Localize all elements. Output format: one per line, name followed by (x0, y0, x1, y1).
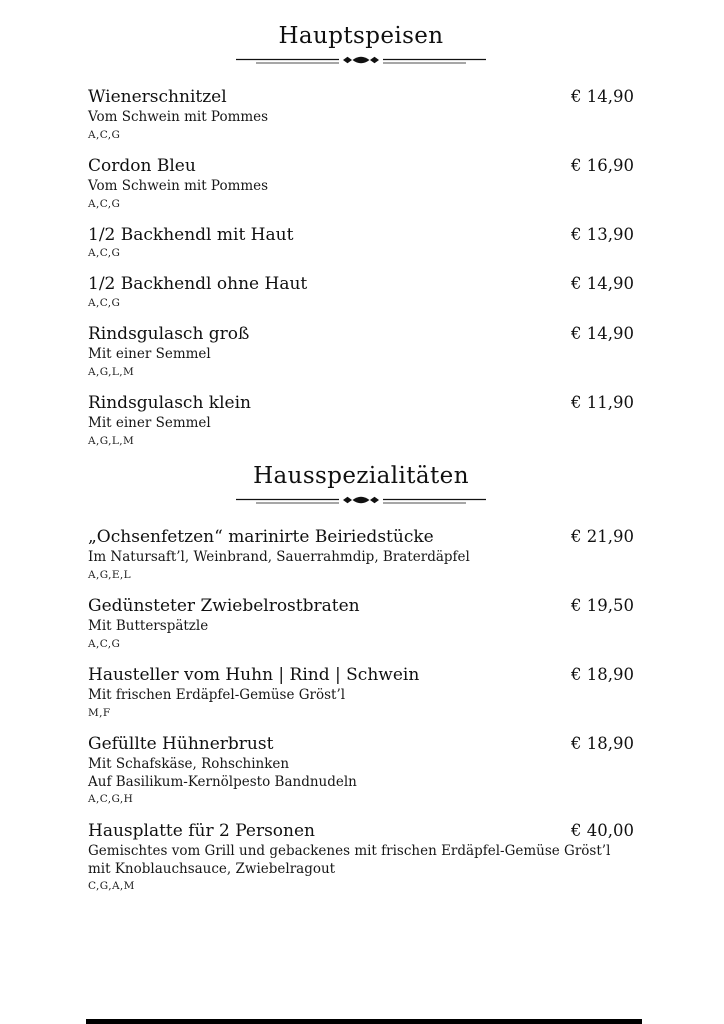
section-header (88, 462, 634, 507)
item-name: „Ochsenfetzen“ marinirte Beiriedstücke (88, 526, 434, 547)
item-allergens: C,G,A,M (88, 880, 135, 893)
item-row (88, 156, 634, 176)
section-header (88, 22, 634, 67)
divider-ornament-icon (88, 54, 634, 67)
item-row (88, 821, 634, 841)
item-description: Mit Butterspätzle (88, 618, 209, 635)
menu-item (88, 87, 634, 142)
menu-item (88, 821, 634, 894)
item-description: Vom Schwein mit Pommes (88, 109, 269, 126)
item-allergens: A,G,L,M (88, 365, 135, 378)
item-name: Gedünsteter Zwiebelrostbraten (88, 595, 360, 616)
item-description: Mit einer Semmel (88, 346, 211, 363)
menu-item (88, 156, 634, 211)
menu-section (88, 462, 634, 893)
item-allergens: A,G,E,L (88, 568, 132, 581)
item-allergens: A,C,G,H (88, 793, 134, 806)
item-allergens: A,C,G (88, 247, 121, 260)
section-items (88, 87, 634, 448)
item-price: € 14,90 (571, 274, 634, 294)
item-description: Gemischtes vom Grill und gebackenes mit frischen Erdäpfel-Gemüse Gröst’l mit Knoblauchsauce, Zwiebelragout (88, 842, 611, 877)
item-price: € 16,90 (571, 155, 634, 175)
menu-item (88, 324, 634, 379)
item-allergens: A,C,G (88, 128, 121, 141)
item-allergens: M,F (88, 706, 111, 719)
menu-item (88, 274, 634, 310)
divider-ornament-icon (88, 494, 634, 507)
menu-item (88, 527, 634, 582)
item-name: Wienerschnitzel (88, 86, 227, 107)
item-name: Cordon Bleu (88, 155, 196, 176)
item-price: € 11,90 (571, 392, 634, 412)
item-row (88, 527, 634, 547)
menu-item (88, 225, 634, 261)
item-price: € 14,90 (571, 86, 634, 106)
item-description: Vom Schwein mit Pommes (88, 178, 269, 195)
item-name: Gefüllte Hühnerbrust (88, 733, 274, 754)
menu-item (88, 596, 634, 651)
menu-item (88, 734, 634, 807)
item-allergens: A,C,G (88, 296, 121, 309)
item-description: Im Natursaft’l, Weinbrand, Sauerrahmdip, Braterdäpfel (88, 549, 470, 566)
section-title: Hauptspeisen (278, 23, 444, 49)
item-price: € 19,50 (571, 595, 634, 615)
item-row (88, 393, 634, 413)
menu-section (88, 22, 634, 448)
item-name: 1/2 Backhendl mit Haut (88, 224, 294, 245)
item-description: Mit Schafskäse, Rohschinken Auf Basilikum-Kernölpesto Bandnudeln (88, 756, 357, 790)
item-price: € 21,90 (571, 526, 634, 546)
item-row (88, 225, 634, 245)
item-name: Hausteller vom Huhn | Rind | Schwein (88, 664, 420, 685)
section-items (88, 527, 634, 893)
item-row (88, 324, 634, 344)
item-row (88, 87, 634, 107)
item-row (88, 734, 634, 754)
item-row (88, 274, 634, 294)
item-allergens: A,G,L,M (88, 434, 135, 447)
item-name: Rindsgulasch klein (88, 392, 251, 413)
item-row (88, 596, 634, 616)
item-description: Mit einer Semmel (88, 415, 211, 432)
item-allergens: A,C,G (88, 197, 121, 210)
item-name: Hausplatte für 2 Personen (88, 820, 315, 841)
item-price: € 13,90 (571, 224, 634, 244)
menu-item (88, 393, 634, 448)
item-row (88, 665, 634, 685)
item-price: € 14,90 (571, 323, 634, 343)
section-title: Hausspezialitäten (253, 463, 469, 490)
menu-item (88, 665, 634, 720)
item-price: € 18,90 (571, 733, 634, 753)
item-name: 1/2 Backhendl ohne Haut (88, 274, 308, 295)
item-price: € 18,90 (571, 664, 634, 684)
item-allergens: A,C,G (88, 637, 121, 650)
item-price: € 40,00 (571, 820, 634, 840)
page-bottom-edge (86, 1019, 642, 1024)
item-name: Rindsgulasch groß (88, 323, 250, 344)
item-description: Mit frischen Erdäpfel-Gemüse Gröst’l (88, 687, 346, 704)
